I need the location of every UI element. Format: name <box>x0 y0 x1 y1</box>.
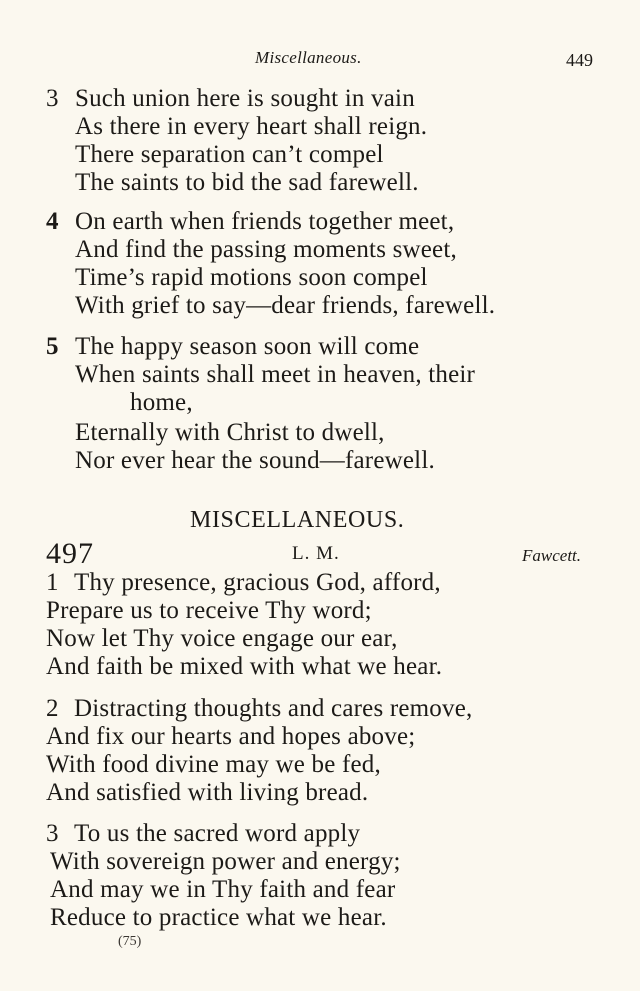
verse-line: And may we in Thy faith and fear <box>50 876 396 903</box>
verse-line: And fix our hearts and hopes above; <box>46 723 416 750</box>
verse-number: 2 <box>46 695 59 722</box>
verse-line: There separation can’t compel <box>75 141 384 168</box>
verse-line: 4 On earth when friends together meet, <box>46 208 455 235</box>
verse-line: 3 Such union here is sought in vain <box>46 85 415 112</box>
verse-number: 3 <box>46 820 59 847</box>
verse-line: 3 To us the sacred word apply <box>46 820 361 847</box>
running-head: Miscellaneous. <box>255 48 362 67</box>
verse-line: With food divine may we be fed, <box>46 751 381 778</box>
page-number: 449 <box>566 50 593 70</box>
verse-line: And find the passing moments sweet, <box>75 236 457 263</box>
signature-mark: (75) <box>118 934 142 949</box>
verse-number: 3 <box>46 85 59 112</box>
tune-name: Fawcett. <box>522 546 582 565</box>
verse-line: 1 Thy presence, gracious God, afford, <box>46 569 441 596</box>
hymn-meter: L. M. <box>292 543 340 564</box>
verse-line: When saints shall meet in heaven, their <box>75 361 476 388</box>
verse-number: 4 <box>46 208 59 235</box>
verse-line: 2 Distracting thoughts and cares remove, <box>46 695 473 722</box>
hymn-number: 497 <box>46 537 94 570</box>
verse-number: 1 <box>46 569 59 596</box>
verse-line: With grief to say—dear friends, farewell. <box>75 292 496 319</box>
verse-line: As there in every heart shall reign. <box>75 113 428 140</box>
verse-line: 5 The happy season soon will come <box>46 333 420 360</box>
verse-line: Prepare us to receive Thy word; <box>46 597 372 624</box>
verse-line: Eternally with Christ to dwell, <box>75 419 385 446</box>
verse-line: The saints to bid the sad farewell. <box>75 169 419 196</box>
verse-line: And faith be mixed with what we hear. <box>46 653 443 680</box>
verse-line: Time’s rapid motions soon compel <box>75 264 428 291</box>
verse-line: Reduce to practice what we hear. <box>50 904 387 931</box>
verse-line: Now let Thy voice engage our ear, <box>46 625 398 652</box>
verse-line-continuation: home, <box>130 389 193 416</box>
verse-line: With sovereign power and energy; <box>50 848 401 875</box>
section-title: MISCELLANEOUS. <box>190 507 405 533</box>
verse-number: 5 <box>46 333 59 360</box>
verse-line: Nor ever hear the sound—farewell. <box>75 447 435 474</box>
verse-line: And satisfied with living bread. <box>46 779 369 806</box>
